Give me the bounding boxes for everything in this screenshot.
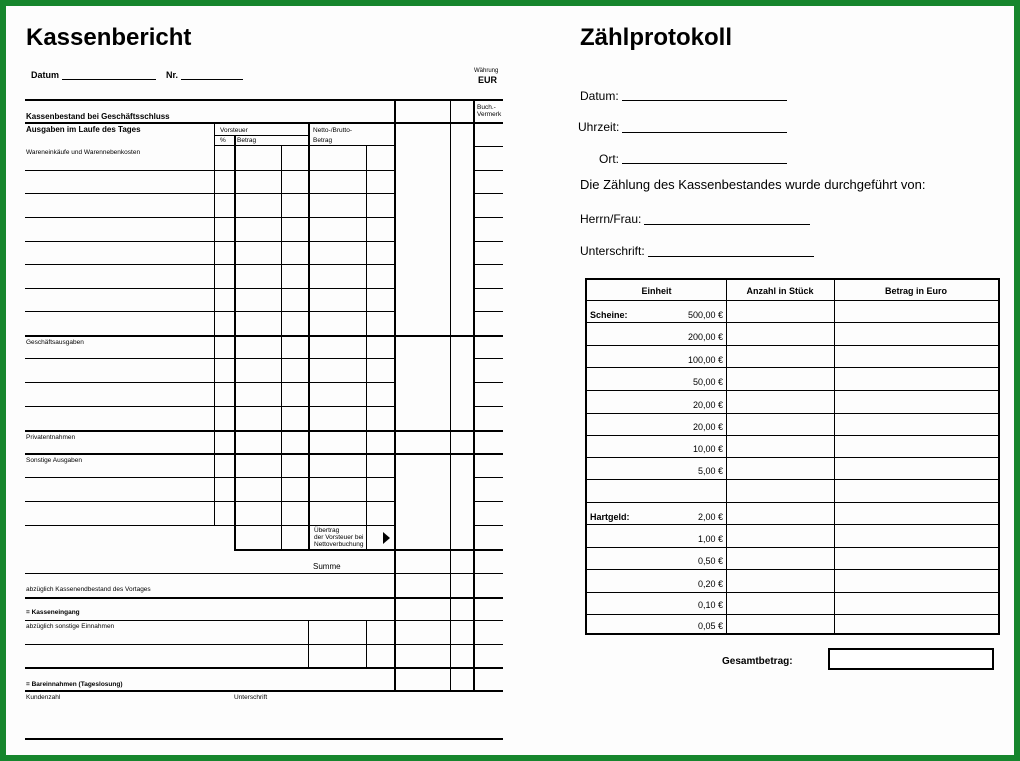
hartgeld-label: Hartgeld:	[590, 512, 630, 522]
arrow-right-icon	[383, 532, 390, 544]
zp-herr-frau-label: Herrn/Frau:	[580, 212, 642, 226]
kassenbestand-label: Kassenbestand bei Geschäftsschluss	[26, 112, 170, 121]
buch-vermerk-label: Buch.- Vermerk	[477, 104, 502, 118]
zp-statement: Die Zählung des Kassenbestandes wurde durchgeführt von:	[580, 177, 926, 192]
bareinnahmen-label: = Bareinnahmen (Tageslosung)	[26, 681, 123, 688]
entry-line	[25, 288, 394, 289]
table-row	[587, 614, 998, 615]
form-top-rule	[25, 99, 503, 101]
einnahmen-col-a	[308, 620, 309, 667]
table-row	[587, 413, 998, 414]
vermerk-line	[473, 241, 503, 242]
entry-line	[25, 241, 394, 242]
table-row	[587, 390, 998, 391]
einnahmen-bottom-rule	[25, 667, 503, 669]
vorsteuer-percent-label: %	[220, 137, 226, 144]
datum-label: Datum	[31, 70, 60, 80]
vorsteuer-sub-rule	[214, 135, 309, 136]
table-row	[587, 435, 998, 436]
zp-ort-label: Ort:	[599, 152, 619, 166]
waehrung-value: EUR	[478, 75, 498, 85]
denomination-label: 2,00 €	[697, 512, 723, 522]
section-rule	[25, 430, 394, 432]
scheine-label: Scheine:	[590, 310, 628, 320]
denomination-label: 1,00 €	[697, 534, 723, 544]
table-row	[587, 300, 998, 301]
col-percent-left	[214, 122, 215, 525]
table-row	[587, 569, 998, 570]
table-row	[587, 547, 998, 548]
denomination-label: 100,00 €	[687, 355, 723, 365]
vermerk-line	[473, 288, 503, 289]
entry-line	[25, 525, 394, 526]
entry-line	[25, 170, 394, 171]
vermerk-section-rule	[394, 453, 503, 455]
vermerk-line	[473, 264, 503, 265]
kasseneingang-label: = Kasseneingang	[26, 609, 80, 616]
denomination-label: 200,00 €	[687, 332, 723, 342]
entry-line	[25, 382, 394, 383]
vermerk-line	[473, 406, 503, 407]
entry-line	[25, 501, 394, 502]
entry-line	[25, 264, 394, 265]
ausgaben-header-rule	[214, 145, 394, 146]
vermerk-line	[473, 358, 503, 359]
vorsteuer-betrag-label: Betrag	[237, 137, 257, 144]
denomination-label: 0,50 €	[697, 556, 723, 566]
denomination-label: 0,05 €	[697, 621, 723, 631]
netto-brutto-label: Netto-/Brutto-	[313, 127, 353, 134]
vermerk-section-rule	[394, 430, 503, 432]
privatentnahmen-label: Privatentnahmen	[26, 434, 76, 441]
kb-unterschrift-label: Unterschrift	[234, 694, 268, 701]
kassenbestand-rule	[25, 122, 503, 124]
denomination-label: 5,00 €	[697, 466, 723, 476]
vermerk-line	[473, 382, 503, 383]
table-row	[587, 502, 998, 503]
uebertrag-label: Übertrag der Vorsteuer bei Nettoverbuchung	[314, 527, 364, 548]
entry-line	[25, 477, 394, 478]
kasseneingang-rule	[25, 620, 503, 621]
table-row	[587, 345, 998, 346]
abzueglich-einnahmen-label: abzüglich sonstige Einnahmen	[26, 623, 115, 630]
kundenzahl-label: Kundenzahl	[26, 694, 61, 701]
nr-label: Nr.	[166, 70, 179, 80]
entry-line	[25, 311, 394, 312]
zp-ort-field[interactable]	[622, 163, 787, 164]
waehrung-label: Währung	[474, 68, 499, 74]
col-netto-left	[308, 122, 310, 550]
col-main-a	[394, 99, 396, 691]
zp-uhrzeit-field[interactable]	[622, 132, 787, 133]
entry-line	[25, 406, 394, 407]
entry-line	[25, 193, 394, 194]
vorsteuer-label: Vorsteuer	[220, 127, 248, 134]
zp-unterschrift-field[interactable]	[648, 256, 814, 257]
ausgaben-label: Ausgaben im Laufe des Tages	[26, 125, 141, 134]
entry-line	[25, 358, 394, 359]
denomination-label: 50,00 €	[692, 377, 723, 387]
geschaeftsausgaben-label: Geschäftsausgaben	[26, 339, 84, 346]
summe-label: Summe	[313, 562, 341, 571]
table-row	[587, 479, 998, 480]
zaehlprotokoll-title: Zählprotokoll	[580, 24, 732, 51]
abzueglich-vortag-label: abzüglich Kassenendbestand des Vortages	[26, 586, 151, 593]
vermerk-line	[473, 170, 503, 171]
zp-uhrzeit-label: Uhrzeit:	[578, 120, 620, 134]
vermerk-line	[473, 146, 503, 147]
einnahmen-col-b	[366, 620, 367, 667]
zp-unterschrift-label: Unterschrift:	[580, 244, 645, 258]
zp-datum-label: Datum:	[580, 89, 619, 103]
denomination-label: 20,00 €	[692, 400, 723, 410]
vermerk-line	[473, 477, 503, 478]
table-row	[587, 457, 998, 458]
col-header-einheit: Einheit	[641, 286, 672, 296]
vermerk-line	[473, 501, 503, 502]
col-main-b	[450, 99, 451, 691]
denomination-label: 20,00 €	[692, 422, 723, 432]
col-betrag-left	[234, 135, 236, 550]
vermerk-line	[473, 311, 503, 312]
kassenbericht-title: Kassenbericht	[26, 24, 192, 51]
wareneinkaeufe-label: Wareneinkäufe und Warennebenkosten	[26, 149, 141, 156]
section-rule	[25, 335, 394, 337]
denomination-label: 10,00 €	[692, 444, 723, 454]
col-header-betrag: Betrag in Euro	[884, 286, 947, 296]
netto-betrag-label: Betrag	[313, 137, 333, 144]
bareinnahmen-rule	[25, 690, 503, 692]
vermerk-line	[473, 217, 503, 218]
vortag-rule	[25, 597, 503, 599]
section-rule	[25, 453, 394, 455]
vermerk-line	[473, 525, 503, 526]
zp-datum-field[interactable]	[622, 100, 787, 101]
uebertrag-bottom-rule	[234, 549, 394, 551]
sonstige-ausgaben-label: Sonstige Ausgaben	[26, 457, 83, 464]
table-row	[587, 524, 998, 525]
vermerk-section-rule	[394, 549, 503, 551]
gesamtbetrag-label: Gesamtbetrag:	[722, 656, 793, 667]
einnahmen-line	[25, 644, 503, 645]
zp-herr-frau-field[interactable]	[644, 224, 810, 225]
denomination-label: 0,20 €	[697, 579, 723, 589]
col-betrag-cents	[281, 145, 282, 549]
entry-line	[25, 217, 394, 218]
nr-field[interactable]	[181, 79, 243, 80]
vermerk-line	[473, 193, 503, 194]
signature-rule[interactable]	[25, 738, 503, 740]
denomination-label: 500,00 €	[687, 310, 723, 320]
denomination-label: 0,10 €	[697, 600, 723, 610]
col-netto-cents	[366, 145, 367, 549]
gesamtbetrag-box[interactable]	[828, 648, 994, 670]
summe-rule	[25, 573, 503, 574]
table-row	[587, 322, 998, 323]
table-row	[587, 592, 998, 593]
col-header-anzahl: Anzahl in Stück	[746, 286, 814, 296]
vermerk-section-rule	[394, 335, 503, 337]
table-row	[587, 367, 998, 368]
datum-field[interactable]	[62, 79, 156, 80]
count-table	[585, 278, 1000, 635]
col-buchvermerk	[473, 99, 475, 691]
